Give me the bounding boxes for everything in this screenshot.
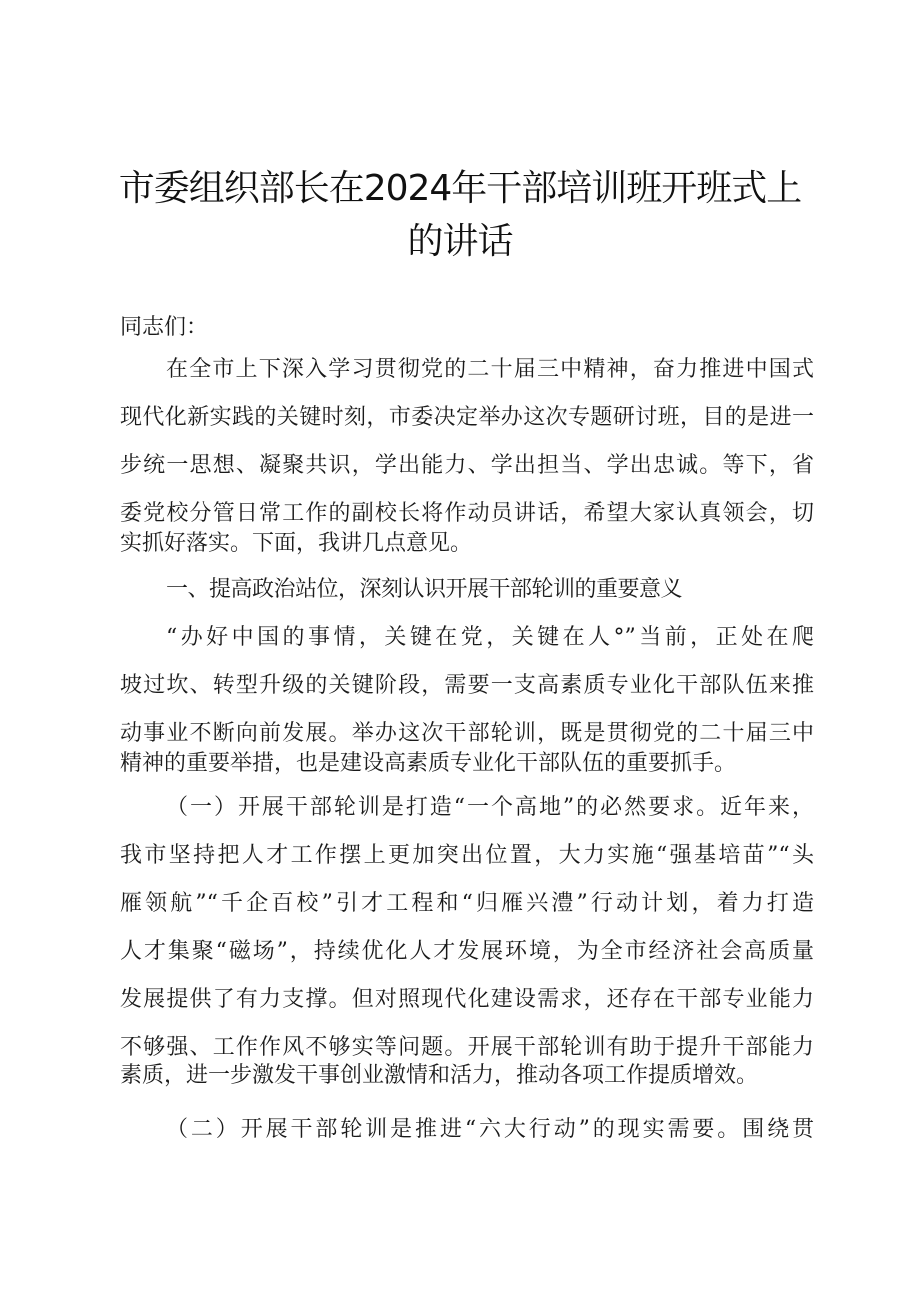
section-heading-1: 一、提高政治站位，深刻认识开展干部轮训的重要意义 bbox=[166, 577, 683, 602]
paragraph-3-line-7: 素质，进一步激发干事创业激情和活力，推动各项工作提质增效。 bbox=[120, 1063, 759, 1088]
salutation: 同志们： bbox=[120, 315, 209, 340]
paragraph-4-line-1: （二）开展干部轮训是推进“六大行动”的现实需要。围绕贯 bbox=[166, 1117, 814, 1142]
paragraph-2-line-4: 精神的重要举措，也是建设高素质专业化干部队伍的重要抓手。 bbox=[120, 751, 737, 776]
paragraph-3-line-4: 人才集聚“磁场”，持续优化人才发展环境，为全市经济社会高质量 bbox=[120, 939, 814, 964]
paragraph-3-line-3: 雁领航”“千企百校”引才工程和“归雁兴澧”行动计划，着力打造 bbox=[120, 891, 814, 916]
paragraph-2-line-3: 动事业不断向前发展。举办这次干部轮训，既是贯彻党的二十届三中 bbox=[120, 721, 814, 746]
paragraph-2-line-2: 坡过坎、转型升级的关键阶段，需要一支高素质专业化干部队伍来推 bbox=[120, 673, 814, 698]
paragraph-1-line-1: 在全市上下深入学习贯彻党的二十届三中精神，奋力推进中国式 bbox=[166, 357, 814, 382]
document-title-line-1: 市委组织部长在2024年干部培训班开班式上 bbox=[118, 168, 802, 209]
paragraph-3-line-1: （一）开展干部轮训是打造“一个高地”的必然要求。近年来， bbox=[166, 795, 814, 820]
paragraph-3-line-6: 不够强、工作作风不够实等问题。开展干部轮训有助于提升干部能力 bbox=[120, 1035, 814, 1060]
document-title-line-2: 的讲话 bbox=[407, 221, 513, 262]
paragraph-3-line-5: 发展提供了有力支撑。但对照现代化建设需求，还存在干部专业能力 bbox=[120, 987, 814, 1012]
paragraph-2-line-1: “办好中国的事情，关键在党，关键在人°”当前，正处在爬 bbox=[166, 625, 814, 650]
paragraph-1-line-4: 委党校分管日常工作的副校长将作动员讲话，希望大家认真领会，切 bbox=[120, 501, 814, 526]
paragraph-3-line-2: 我市坚持把人才工作摆上更加突出位置，大力实施“强基培苗”“头 bbox=[120, 843, 814, 868]
paragraph-1-line-3: 步统一思想、凝聚共识，学出能力、学出担当、学出忠诚。等下，省 bbox=[120, 453, 814, 478]
paragraph-1-line-2: 现代化新实践的关键时刻，市委决定举办这次专题研讨班，目的是进一 bbox=[120, 405, 814, 430]
paragraph-1-line-5: 实抓好落实。下面，我讲几点意见。 bbox=[120, 531, 473, 556]
